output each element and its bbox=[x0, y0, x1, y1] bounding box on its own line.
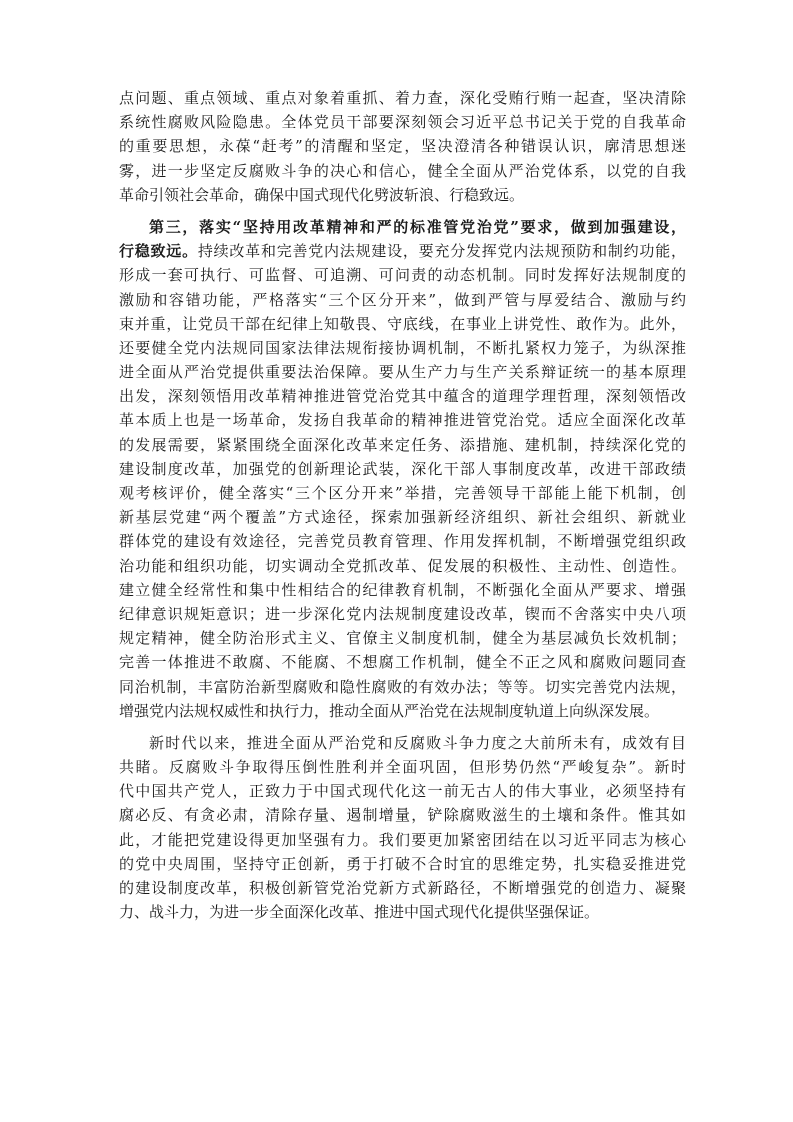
paragraph-line: 形成一套可执行、可监督、可追溯、可问责的动态机制。同时发挥好法规制度的 bbox=[119, 266, 686, 285]
paragraph-line: 观考核评价，健全落实“三个区分开来”举措，完善领导干部能上能下机制，创 bbox=[119, 484, 686, 502]
paragraph-line: 共睹。反腐败斗争取得压倒性胜利并全面巩固，但形势仍然“严峻复杂”。新时 bbox=[119, 758, 686, 777]
paragraph-line: 群体党的建设有效途径，完善党员教育管理、作用发挥机制，不断增强党组织政 bbox=[119, 532, 686, 551]
paragraph-line: 束并重，让党员干部在纪律上知敬畏、守底线，在事业上讲党性、敢作为。此外， bbox=[119, 314, 686, 333]
paragraph-spacer bbox=[119, 723, 686, 731]
paragraph-line: 的重要思想，永葆“赶考”的清醒和坚定，坚决澄清各种错误认识，廓清思想迷 bbox=[119, 137, 686, 156]
paragraph-3 bbox=[119, 731, 686, 925]
paragraph-line: 增强党内法规权威性和执行力，推动全面从严治党在法规制度轨道上向纵深发展。 bbox=[119, 701, 660, 720]
paragraph-line: 革命引领社会革命，确保中国式现代化劈波斩浪、行稳致远。 bbox=[119, 185, 525, 204]
paragraph-spacer bbox=[119, 207, 686, 215]
paragraph-line: 的党中央周围，坚持守正创新，勇于打破不合时宜的思维定势，扎实稳妥推进党 bbox=[119, 854, 686, 873]
paragraph-1 bbox=[119, 86, 686, 207]
section-heading-tail: 行稳致远。 bbox=[119, 242, 198, 261]
paragraph-line-text: 持续改革和完善党内法规建设，要充分发挥党内法规预防和制约功能， bbox=[197, 242, 686, 261]
paragraph-line: 的建设制度改革，积极创新管党治党新方式新路径，不断增强党的创造力、凝聚 bbox=[119, 879, 686, 897]
paragraph-line: 出发，深刻领悟用改革精神推进管党治党其中蕴含的道理学理哲理，深刻领悟改 bbox=[119, 387, 686, 406]
paragraph-line: 纪律意识规矩意识；进一步深化党内法规制度建设改革，锲而不舍落实中央八项 bbox=[119, 604, 686, 623]
paragraph-line: 革本质上也是一场革命，发扬自我革命的精神推进管党治党。适应全面深化改革 bbox=[119, 411, 686, 430]
document-body bbox=[119, 86, 686, 924]
paragraph-line: 雾，进一步坚定反腐败斗争的决心和信心，健全全面从严治党体系，以党的自我 bbox=[119, 161, 686, 180]
paragraph-line: 同治机制，丰富防治新型腐败和隐性腐败的有效办法；等等。切实完善党内法规， bbox=[119, 677, 686, 696]
paragraph-2 bbox=[119, 215, 686, 723]
paragraph-line: 建立健全经常性和集中性相结合的纪律教育机制，不断强化全面从严要求、增强 bbox=[119, 580, 686, 599]
paragraph-line: 治功能和组织功能，切实调动全党抓改革、促发展的积极性、主动性、创造性。 bbox=[119, 556, 686, 575]
paragraph-line: 的发展需要，紧紧围绕全面深化改革来定任务、添措施、建机制，持续深化党的 bbox=[119, 435, 686, 454]
paragraph-line: 建设制度改革，加强党的创新理论武装，深化干部人事制度改革，改进干部政绩 bbox=[119, 459, 686, 478]
paragraph-line: 进全面从严治党提供重要法治保障。要从生产力与生产关系辩证统一的基本原理 bbox=[119, 363, 686, 382]
paragraph-line: 规定精神，健全防治形式主义、官僚主义制度机制，健全为基层减负长效机制； bbox=[119, 629, 686, 648]
paragraph-line: 新基层党建“两个覆盖”方式途径，探索加强新经济组织、新社会组织、新就业 bbox=[119, 508, 686, 527]
paragraph-line: 还要健全党内法规同国家法律法规衔接协调机制，不断扎紧权力笼子，为纵深推 bbox=[119, 338, 686, 357]
paragraph-line: 完善一体推进不敢腐、不能腐、不想腐工作机制，健全不正之风和腐败问题同查 bbox=[119, 653, 686, 672]
paragraph-line: 腐必反、有贪必肃，清除存量、遏制增量，铲除腐败滋生的土壤和条件。惟其如 bbox=[119, 806, 686, 825]
section-heading: 第三，落实“坚持用改革精神和严的标准管党治党”要求，做到加强建设， bbox=[149, 217, 686, 236]
paragraph-line bbox=[119, 239, 686, 263]
paragraph-line: 激励和容错功能，严格落实“三个区分开来”，做到严管与厚爱结合、激励与约 bbox=[119, 290, 686, 309]
paragraph-line: 代中国共产党人，正致力于中国式现代化这一前无古人的伟大事业，必须坚持有 bbox=[119, 782, 686, 801]
paragraph-line: 系统性腐败风险隐患。全体党员干部要深刻领会习近平总书记关于党的自我革命 bbox=[119, 113, 686, 132]
paragraph-line: 点问题、重点领域、重点对象着重抓、着力查，深化受贿行贿一起查，坚决清除 bbox=[119, 89, 686, 107]
paragraph-line: 新时代以来，推进全面从严治党和反腐败斗争力度之大前所未有，成效有目 bbox=[149, 733, 686, 752]
paragraph-line: 力、战斗力，为进一步全面深化改革、推进中国式现代化提供坚强保证。 bbox=[119, 903, 600, 922]
paragraph-line: 此，才能把党建设得更加坚强有力。我们要更加紧密团结在以习近平同志为核心 bbox=[119, 830, 686, 849]
